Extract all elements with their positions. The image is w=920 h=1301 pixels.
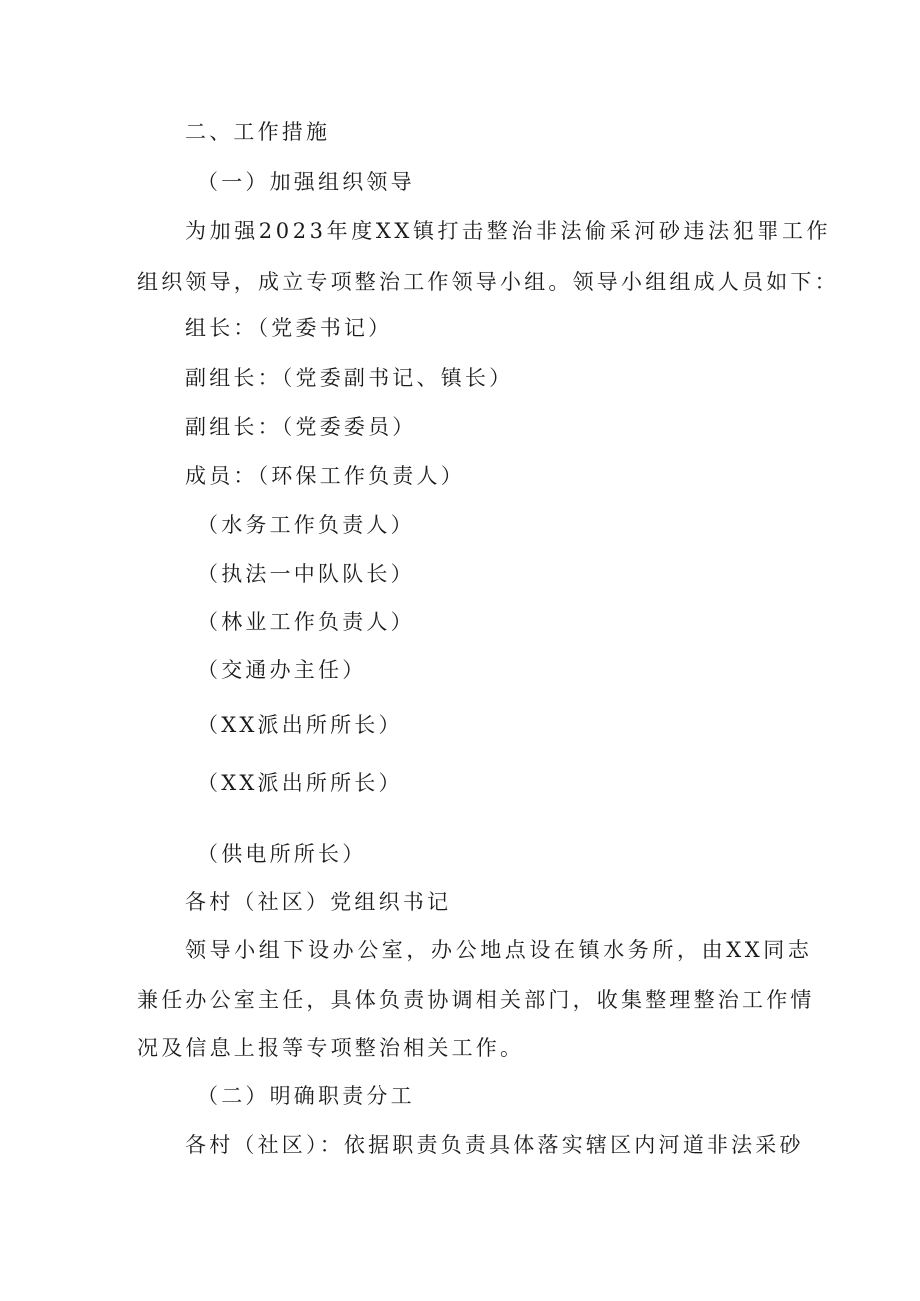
section-heading: 二、工作措施 xyxy=(185,120,331,144)
paragraph-line: 各村（社区）：依据职责负责具体落实辖区内河道非法采砂 xyxy=(185,1133,804,1157)
subheading-responsibilities: （二）明确职责分工 xyxy=(197,1084,415,1108)
member-deputy-leader: 副组长：（党委副书记、镇长） xyxy=(185,366,514,390)
member-item: 各村（社区）党组织书记 xyxy=(185,890,452,914)
paragraph-line: 领导小组下设办公室，办公地点设在镇水务所，由XX同志 xyxy=(185,938,813,962)
member-item: （林业工作负责人） xyxy=(197,610,415,634)
paragraph-line: 况及信息上报等专项整治相关工作。 xyxy=(137,1036,525,1060)
paragraph-line: 组织领导，成立专项整治工作领导小组。领导小组组成人员如下： xyxy=(137,270,839,294)
member-group-leader: 组长：（党委书记） xyxy=(185,316,393,340)
paragraph-line: 为加强2023年度XX镇打击整治非法偷采河砂违法犯罪工作 xyxy=(185,219,832,243)
member-item: （XX派出所所长） xyxy=(197,713,403,737)
member-deputy-leader: 副组长：（党委委员） xyxy=(185,415,417,439)
member-item: （交通办主任） xyxy=(197,658,367,682)
member-item: （执法一中队队长） xyxy=(197,562,415,586)
subheading-organization: （一）加强组织领导 xyxy=(197,170,415,194)
member-item: （供电所所长） xyxy=(197,842,367,866)
member-item: 成员：（环保工作负责人） xyxy=(185,464,465,488)
member-item: （XX派出所所长） xyxy=(197,771,403,795)
paragraph-line: 兼任办公室主任，具体负责协调相关部门，收集整理整治工作情 xyxy=(137,988,815,1012)
member-item: （水务工作负责人） xyxy=(197,513,415,537)
